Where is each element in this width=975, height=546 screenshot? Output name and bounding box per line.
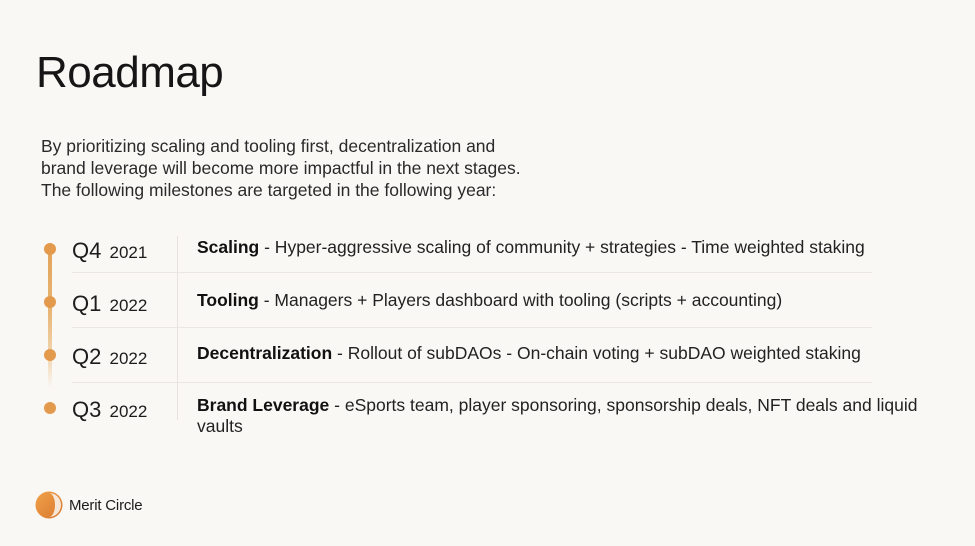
milestone-heading: Scaling (197, 237, 260, 257)
quarter-label: Q4 (72, 238, 102, 263)
milestone-description (197, 343, 922, 364)
milestone-quarter (72, 291, 147, 317)
milestone-heading: Brand Leverage (197, 395, 330, 415)
quarter-label: Q3 (72, 397, 102, 422)
milestone-dot (44, 296, 56, 308)
row-divider (72, 327, 872, 328)
milestone-quarter (72, 344, 147, 370)
milestone-quarter (72, 238, 147, 264)
year-label: 2022 (109, 402, 148, 421)
milestone-text: - Rollout of subDAOs - On-chain voting + subDAO weighted staking (332, 343, 861, 363)
page-title: Roadmap (36, 48, 224, 97)
row-divider (72, 382, 872, 383)
year-label: 2022 (109, 296, 148, 315)
intro-line: The following milestones are targeted in the following year: (41, 180, 497, 200)
merit-circle-logo-icon (35, 491, 63, 519)
row-divider (72, 272, 872, 273)
quarter-label: Q1 (72, 291, 102, 316)
roadmap-timeline (0, 226, 975, 456)
milestone-dot (44, 402, 56, 414)
quarter-label: Q2 (72, 344, 102, 369)
milestone-dot (44, 349, 56, 361)
milestone-text: - eSports team, player sponsoring, sponsorship deals, NFT deals and liquid vaults (197, 395, 918, 436)
milestone-description (197, 290, 922, 311)
milestone-heading: Decentralization (197, 343, 333, 363)
year-label: 2022 (109, 349, 148, 368)
column-divider (177, 236, 178, 420)
milestone-heading: Tooling (197, 290, 259, 310)
milestone-description (197, 237, 922, 258)
brand-name: Merit Circle (69, 496, 143, 514)
milestone-quarter (72, 397, 147, 423)
intro-line: By prioritizing scaling and tooling first, decentralization and (41, 136, 496, 156)
milestone-text: - Hyper-aggressive scaling of community + strategies - Time weighted staking (259, 237, 865, 257)
intro-line: brand leverage will become more impactful in the next stages. (41, 158, 521, 178)
intro-paragraph (41, 135, 601, 201)
year-label: 2021 (109, 243, 148, 262)
brand-logo (35, 491, 142, 519)
milestone-dot (44, 243, 56, 255)
milestone-text: - Managers + Players dashboard with tooling (scripts + accounting) (258, 290, 783, 310)
timeline-rail (48, 248, 52, 388)
milestone-description (197, 395, 922, 437)
